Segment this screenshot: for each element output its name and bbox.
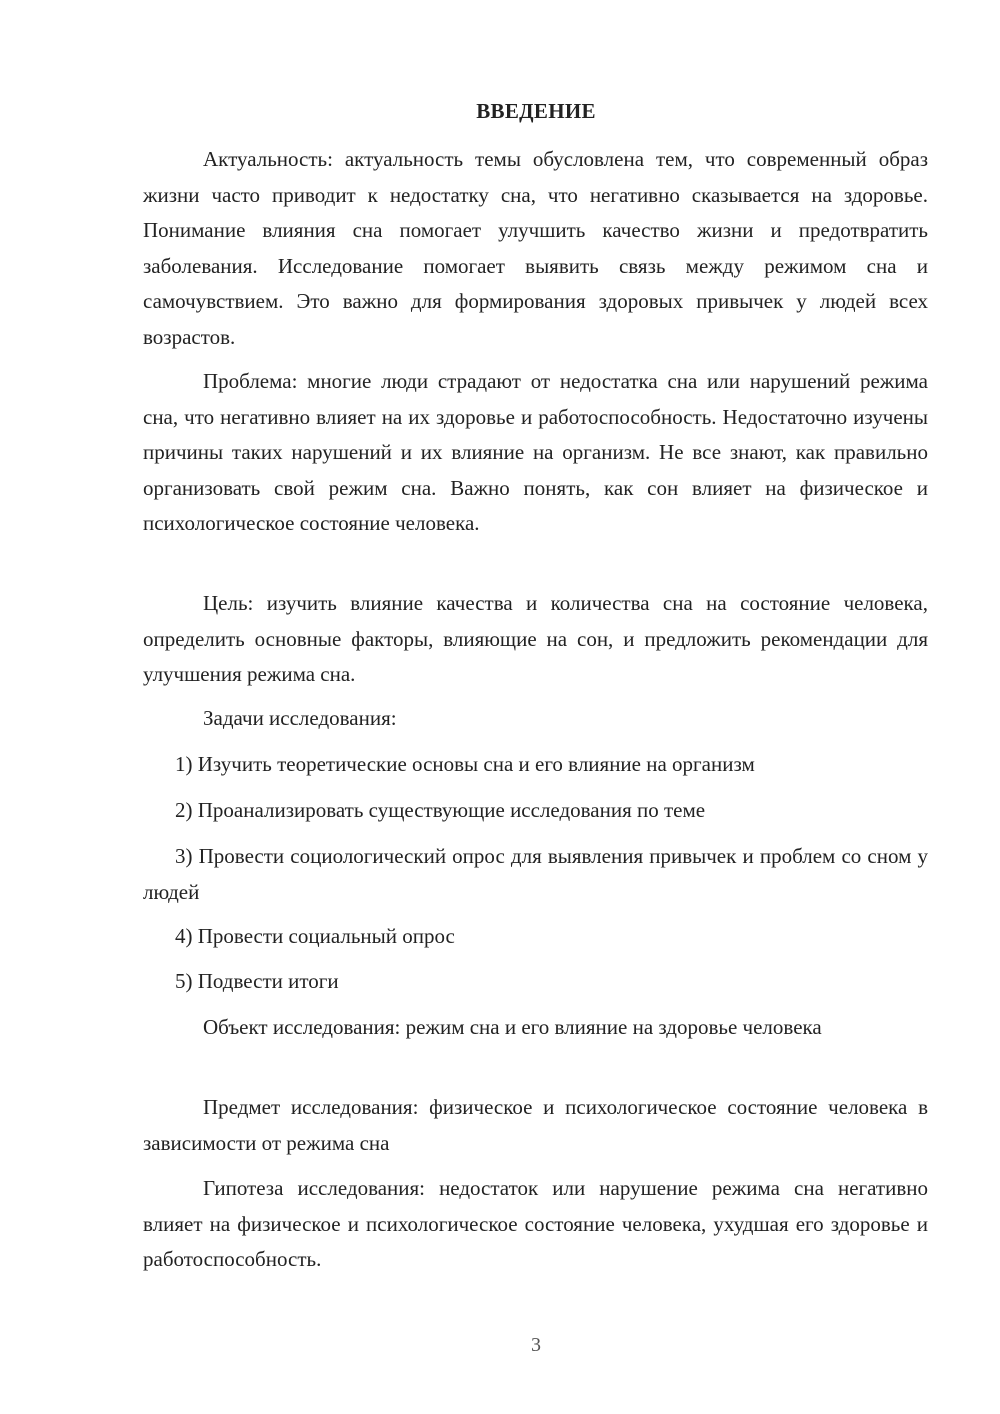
task-item-2: 2) Проанализировать существующие исследования по теме <box>175 798 706 822</box>
tasks-title: Задачи исследования: <box>203 706 397 730</box>
problem-paragraph: Проблема: многие люди страдают от недостатка сна или нарушений режима сна, что негативно влияет на их здоровье и работоспособность. Недостаточно изучены причины таких нарушений и их влияние на организм. Не все знают, как правильно организовать свой режим сна. Важно понять, как сон влияет на физическое и психологическое состояние человека. <box>143 369 928 535</box>
hypothesis-paragraph: Гипотеза исследования: недостаток или нарушение режима сна негативно влияет на физическое и психологическое состояние человека, ухудшая его здоровье и работоспособность. <box>143 1176 928 1271</box>
task-item-4: 4) Провести социальный опрос <box>175 924 455 948</box>
section-heading: ВВЕДЕНИЕ <box>476 99 596 123</box>
subject-paragraph: Предмет исследования: физическое и психологическое состояние человека в зависимости от режима сна <box>143 1095 928 1155</box>
task-item-3: 3) Провести социологический опрос для выявления привычек и проблем со сном у людей <box>143 844 928 904</box>
task-item-5: 5) Подвести итоги <box>175 969 339 993</box>
goal-paragraph: Цель: изучить влияние качества и количества сна на состояние человека, определить основные факторы, влияющие на сон, и предложить рекомендации для улучшения режима сна. <box>143 591 928 686</box>
object-paragraph: Объект исследования: режим сна и его влияние на здоровье человека <box>203 1015 822 1039</box>
page-number: 3 <box>531 1334 541 1356</box>
task-item-1: 1) Изучить теоретические основы сна и его влияние на организм <box>175 752 755 776</box>
relevance-paragraph: Актуальность: актуальность темы обусловлена тем, что современный образ жизни часто приводит к недостатку сна, что негативно сказывается на здоровье. Понимание влияния сна помогает улучшить качество жизни и предотвратить заболевания. Исследование помогает выявить связь между режимом сна и самочувствием. Это важно для формирования здоровых привычек у людей всех возрастов. <box>143 147 928 349</box>
